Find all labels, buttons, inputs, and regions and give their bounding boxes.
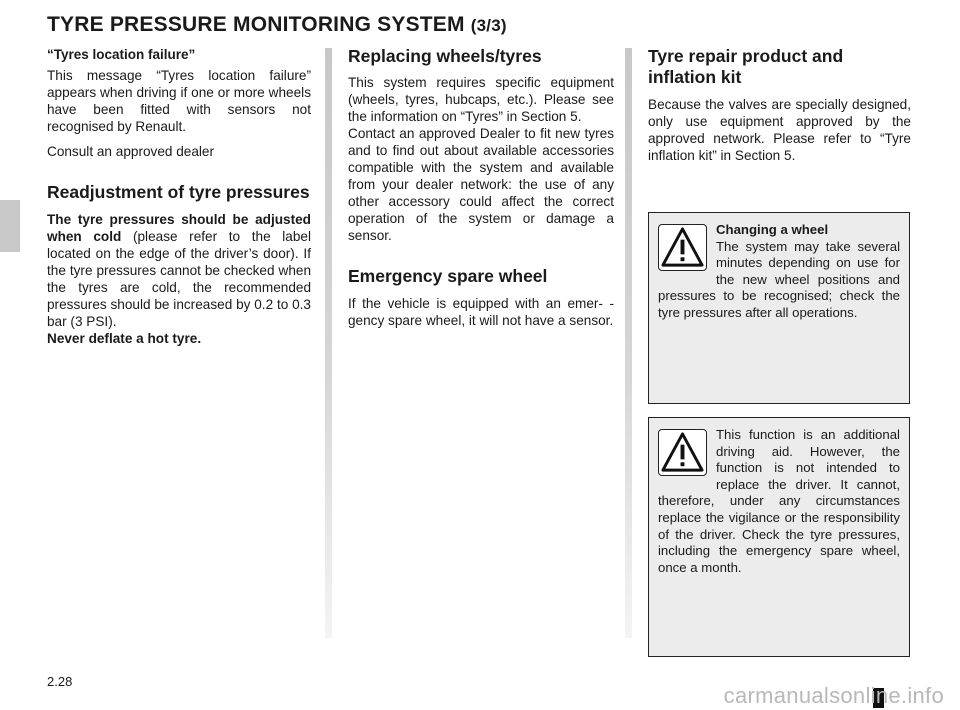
location-failure-text: This message “Tyres location failure” appears when driving if one or more wheels have been fitted with sensors not recognised by Renault. [47, 68, 311, 134]
repair-kit-heading: Tyre repair product and inflation kit [648, 46, 844, 87]
replacing-text-1: This system requires specific equipment (wheels, tyres, hubcaps, etc.). Please see the information on “Tyres” in Section 5. [348, 75, 614, 124]
page-number: 2.28 [47, 674, 73, 689]
warning-box-changing-wheel [648, 212, 910, 404]
readjustment-bold-text: The tyre pressures should be adjusted when cold [47, 212, 311, 244]
readjustment-paragraph [47, 211, 311, 330]
repair-kit-text: Because the valves are specially designed, only use equipment approved by the approved network. Please refer to “Tyre inflation kit” in Section 5. [648, 97, 911, 163]
section-tab [0, 200, 20, 252]
replacing-text-2: Contact an approved Dealer to fit new tyres and to find out about available accessories compatible with the system and available from your dealer network: the use of any other accessory could affect the correct operation of the system or damage a sensor. [348, 126, 614, 243]
left-column [47, 46, 311, 355]
column-divider-left [325, 48, 332, 638]
watermark: carmanualsonline.info [723, 683, 944, 708]
warning-1-title: Changing a wheel [716, 222, 829, 237]
readjustment-heading: Readjustment of tyre pressures [47, 182, 310, 202]
page-title-subtitle: (3/3) [470, 16, 507, 35]
right-column [648, 46, 911, 172]
replacing-wheels-heading: Replacing wheels/tyres [348, 46, 542, 66]
warning-1-text: The system may take several minutes depending on use for the new wheel positions and pressures to be recognised; check the tyre pressures after all operations. [658, 238, 900, 320]
spare-wheel-heading: Emergency spare wheel [348, 266, 548, 286]
page-title [47, 13, 507, 37]
warning-2-text: This function is an additional driving aid. However, the function is not intended to replace the driver. It cannot, therefore, under any circumstances replace the vigilance or the responsibility of the driver. Check the tyre pressures, including the emergency spare wheel, once a month. [658, 427, 900, 575]
location-failure-heading: “Tyres location failure” [47, 47, 196, 62]
column-divider-right [625, 48, 632, 638]
warning-box-driving-aid [648, 417, 910, 657]
warning-triangle-icon [658, 224, 707, 271]
readjustment-text: (please refer to the label located on the edge of the driver’s door). If the tyre pressures cannot be checked when the tyres are cold, the recommended pressures should be increased by 0.2 to 0.3 bar (3 PSI). [47, 229, 311, 329]
consult-dealer-text: Consult an approved dealer [47, 144, 215, 159]
page-title-main: TYRE PRESSURE MONITORING SYSTEM [47, 13, 465, 36]
never-deflate-text: Never deflate a hot tyre. [47, 331, 202, 346]
warning-triangle-icon [658, 429, 707, 476]
spare-wheel-text: If the vehicle is equipped with an emer- -gency spare wheel, it will not have a sensor. [348, 296, 614, 328]
middle-column [348, 46, 614, 337]
